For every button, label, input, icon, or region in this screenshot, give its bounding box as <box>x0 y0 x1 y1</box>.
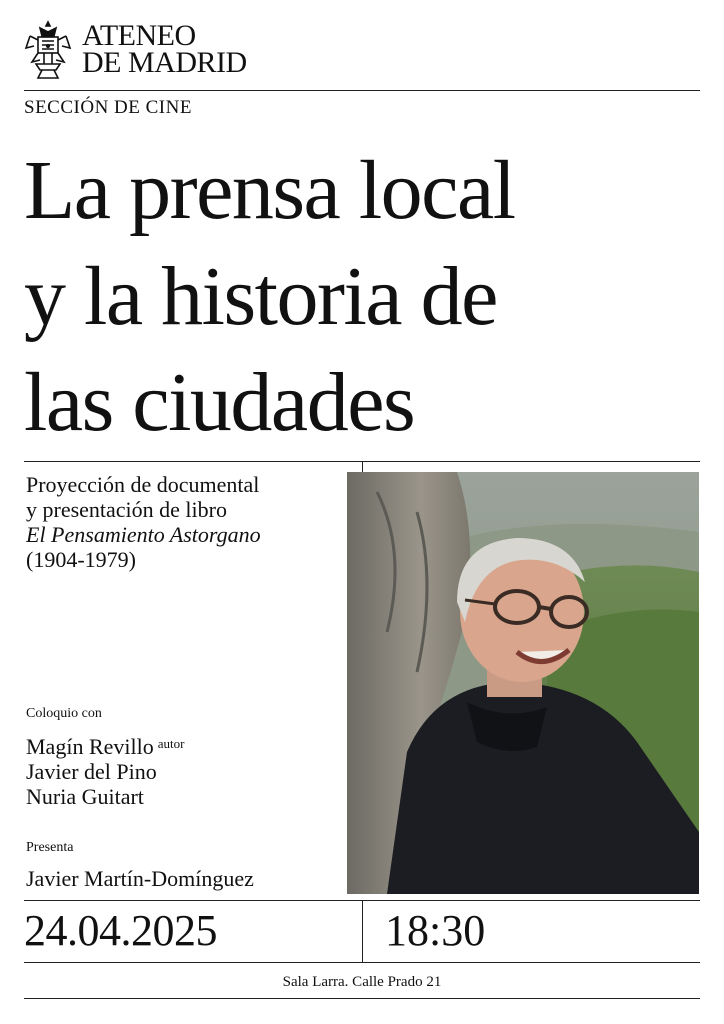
event-title <box>24 138 714 456</box>
header-divider <box>24 90 700 91</box>
speakers-list <box>26 734 184 809</box>
presenta-label: Presenta <box>26 840 74 855</box>
author-photo <box>347 472 699 894</box>
title-line-3: las ciudades <box>24 356 415 449</box>
book-title: El Pensamiento Astorgano <box>26 522 261 547</box>
event-venue: Sala Larra. Calle Prado 21 <box>282 974 442 990</box>
section-label: SECCIÓN DE CINE <box>24 97 192 118</box>
venue-bottom-divider <box>24 998 700 999</box>
coloquio-label: Coloquio con <box>26 706 102 721</box>
intro-line-2: y presentación de libro <box>26 497 227 522</box>
org-line-2: DE MADRID <box>82 46 247 79</box>
speaker-role: autor <box>157 736 185 751</box>
title-line-1: La prensa local <box>24 144 515 237</box>
venue-top-divider <box>24 962 700 963</box>
speaker-2: Javier del Pino <box>26 759 157 784</box>
date-time-separator <box>362 900 363 962</box>
presenter-name: Javier Martín-Domínguez <box>26 866 254 891</box>
speaker-3: Nuria Guitart <box>26 784 144 809</box>
event-date: 24.04.2025 <box>24 906 217 955</box>
intro-line-1: Proyección de documental <box>26 472 260 497</box>
speaker-name: Magín Revillo <box>26 734 154 759</box>
title-line-2: y la historia de <box>24 250 497 343</box>
event-time: 18:30 <box>385 906 486 955</box>
book-years: (1904-1979) <box>26 547 136 572</box>
ateneo-crest-icon <box>24 20 72 80</box>
organization-name <box>82 19 247 79</box>
speaker-1 <box>26 734 184 759</box>
org-line-1: ATENEO <box>82 19 196 52</box>
event-description <box>26 472 346 572</box>
